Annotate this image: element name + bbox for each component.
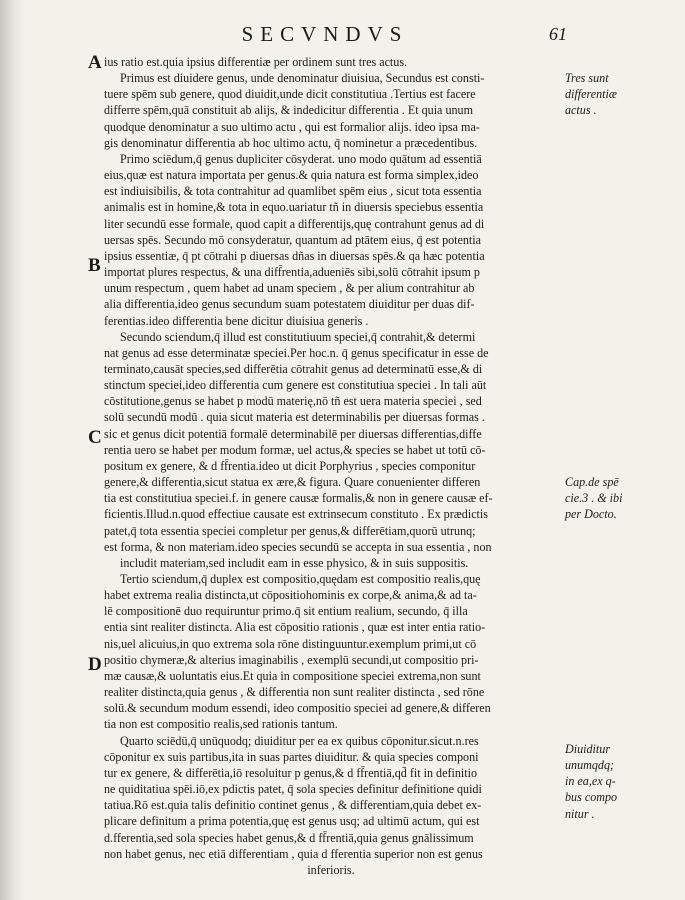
text-line: animalis est in homine,& tota in equo.uariatur tñ in diuersis speciebus essentia [104,200,484,215]
text-line: Secundo sciendum,q̄ illud est constitutiuum speciei,q̄ contrahit,& determi [120,329,476,344]
text-line: Primo sciēdum,q̄ genus dupliciter cōsyderat. uno modo quātum ad essentiā [120,151,482,166]
text-line: non habet genus, nec etiā differentiam , quia d fferentia superior non est genus [104,846,483,861]
text-line: entia sint realiter distincta. Alia est cōpositio rationis , quæ est inter entia ratio- [104,620,486,635]
text-line: positum ex genere, & d ff̄rentia.ideo ut dicit Porphyrius , species componitur [104,458,476,473]
section-letter-d: D [88,654,102,675]
text-line: quodque denominatur a suo ultimo actu , qui est formalior alijs. ideo ipsa ma- [104,119,480,134]
margin-note-2 [565,474,675,522]
text-line: stinctum speciei,ideo differentia cum genere est constitutiua speciei . In tali aūt [104,378,487,393]
body-text [104,54,558,878]
margin-note-line: differentiæ [565,87,617,102]
text-line: cōponitur ex suis partibus,ita in suas partes diuiditur. & quia species componi [104,749,479,764]
text-line: differre spēm,quā constituit ab alijs, & indedicitur differentia . Et quia unum [104,103,473,118]
text-line: patet,q̄ tota essentia speciei completur per genus,& differētiam,quorū utrunq; [104,523,476,538]
text-line: includit materiam,sed includit eam in esse physico, & in suis suppositis. [120,555,469,570]
text-line: ficientis.Illud.n.quod effectiue causate est extrinsecum constituto . Ex prædictis [104,507,488,522]
text-line: inferioris. [307,862,355,877]
running-head: SECVNDVS [241,22,409,46]
margin-note-1 [565,70,675,118]
text-line: Tertio sciendum,q̄ duplex est compositio,quędam est compositio realis,quę [120,572,481,586]
text-line: genere,& differentia,sicut statua ex ære,& figura. Quare conuenienter differen [104,475,481,490]
margin-note-line: nitur . [565,806,595,821]
page-number: 61 [549,24,567,44]
text-line: mæ causæ,& uoluntatis eius.Et quia in compositione speciei extrema,non sunt [104,668,481,683]
margin-note-line: actus . [565,103,597,118]
margin-note-line: in ea,ex q- [565,774,616,789]
text-line: nis,uel alicuius,in quo extrema sola rōne distinguuntur.exemplum primi,ut cō [104,636,477,651]
text-line: ferentias.ideo differentia bene dicitur diuisiua generis . [104,313,369,328]
section-letter-a: A [88,52,102,73]
text-line: terminato,causāt species,sed differētia cōtrahit genus ad determinatū esse,& di [104,361,483,376]
section-letter-c: C [88,427,102,448]
gutter-shadow [0,0,26,900]
text-line: ipsius essentiæ, q̄ pt cōtrahi p diuersas dñas in diuersas spēs.& qa hæc potentia [104,248,485,263]
section-letter-b: B [88,255,101,276]
margin-note-line: Cap.de spē [565,475,619,489]
margin-note-line: unumqdq; [565,758,615,773]
text-line: alia differentia,ideo genus secundum suam potestatem diuiditur per duas dif- [104,297,475,312]
text-line: est indiuisibilis, & tota contrahitur ad quamlibet spēm eius , sicut tota essentia [104,184,482,199]
margin-note-line: cie.3 . & ibi [565,491,623,506]
text-line: ne quiditatiua spēi.iō,ex pdictis patet, q̄ sola species definitur definitione quidi [104,782,482,797]
text-line: unum respectum , quem habet ad unam speciem , & per alium contrahitur ab [104,281,475,296]
text-line: eius,quæ est natura importata per genus.& quia natura est forma simplex,ideo [104,168,479,183]
text-line: liter secundū esse formale, quod capit a differentijs,quę contrahunt genus ad di [104,216,485,231]
text-line: tuere spēm sub genere, quod diuidit,unde dicit constitutiua .Tertius est facere [104,87,476,102]
text-line: tur ex genere, & differētia,iō resoluitur p genus,& d ff̄rentiā,qd̄ fit in definitio [104,765,478,780]
margin-note-line: bus compo [565,790,618,805]
text-line: sic et genus dicit potentiā formalē determinabilē per diuersas differentias,diffe [104,426,482,441]
text-line: positio chymeræ,& alterius imaginabilis , exemplū secundi,ut compositio pri- [104,652,479,667]
text-line: d.fferentia,sed sola species habet genus,& d ff̄rentiā,quia genus gnālissimum [104,830,474,845]
text-line: lē compositionē duo requiruntur primo.q̄ sit entium realium, secundo, q̄ illa [104,604,468,619]
text-line: cōstitutione,genus se habet p modū materię,nō tñ est uera materia speciei , sed [104,394,482,409]
text-line: solū secundū modū . quia sicut materia est determinabilis per diuersas formas . [104,410,485,425]
margin-note-line: per Docto. [565,507,617,522]
text-line: tia est constitutiua speciei.f. in genere causæ formalis,& non in genere causæ ef- [104,491,493,506]
text-line: Primus est diuidere genus, unde denominatur diuisiua, Secundus est consti- [120,71,485,86]
text-line: uersas spēs. Secundo mō consyderatur, quantum ad ptātem eius, q̄ est potentia [104,232,482,247]
text-line: tia non est compositio realis,sed rationis tantum. [104,717,338,732]
margin-note-line: Tres sunt [565,71,609,85]
text-line: realiter distincta,quia genus , & differentia non sunt realiter distincta , sed rōne [104,685,485,700]
text-line: tatiua.Rō est.quia talis definitio continet genus , & differentiam,quia debet ex- [104,798,482,813]
margin-note-line: Diuiditur [565,742,611,756]
text-line: importat plures respectus, & una diff̄rentia,adueniēs sibi,solū cōtrahit ipsum p [104,265,480,280]
text-line: gis denominatur differentia ab hoc ultimo actu, q̄ nominetur a præcedentibus. [104,135,478,150]
text-line: plicare definitum a prima potentia,quę est genus usq; ad ultimū actum, qui est [104,814,480,829]
text-line: habet extrema realia distincta,ut cōpositiohominis ex corpe,& anima,& ad ta- [104,588,477,603]
text-line: rentia uero se habet per modum formæ, uel actus,& species se habet ut totū cō- [104,442,486,457]
text-line: nat genus ad esse determinatæ speciei.Per hoc.n. q̄ genus specificatur in esse de [104,345,489,360]
text-line: est forma, & non materiam.ideo species secundū se accepta in sua essentia , non [104,539,492,554]
text-line: ius ratio est.quia ipsius differentiæ per ordinem sunt tres actus. [104,55,408,69]
text-line: solū.& secundum modum essendi, ideo compositio speciei ad genere,& differen [104,701,491,716]
margin-note-3 [565,741,675,822]
text-line: Quarto sciēdū,q̄ unūquodq; diuiditur per ea ex quibus cōponitur.sicut.n.res [120,733,479,748]
